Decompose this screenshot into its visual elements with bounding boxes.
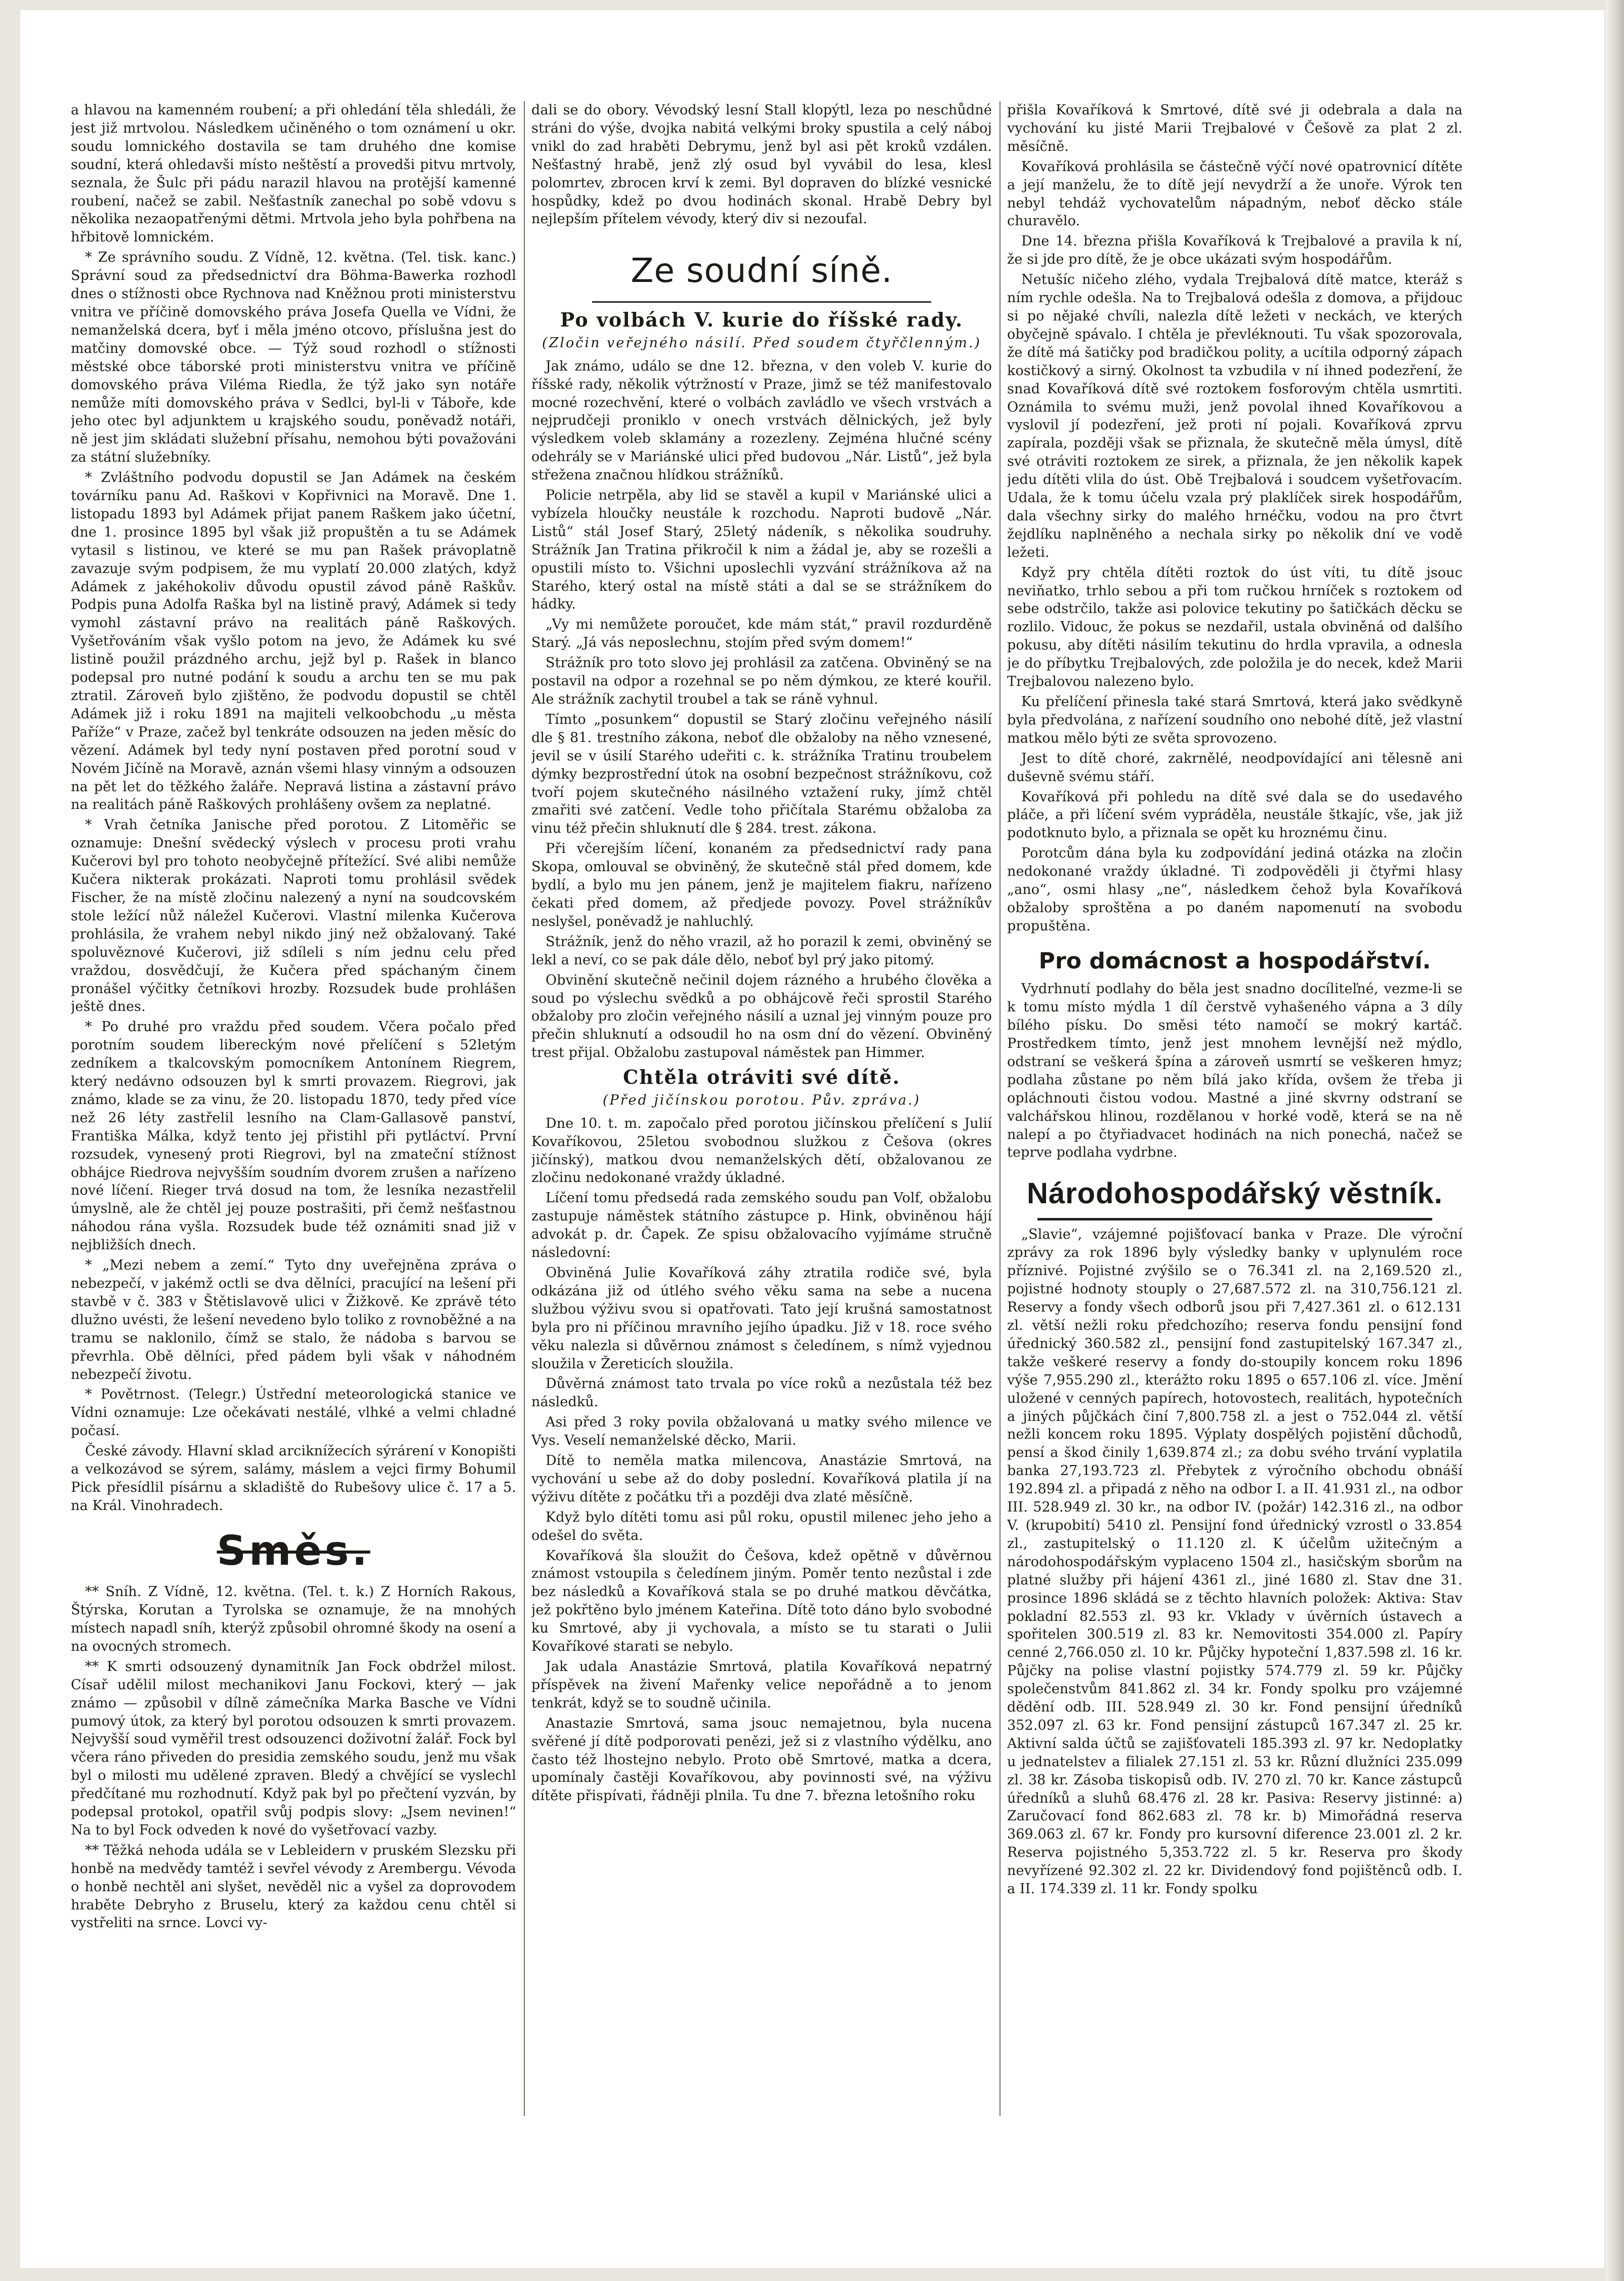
article-paragraph: * „Mezi nebem a zemí.“ Tyto dny uveřejněna zpráva o nebezpečí, v jakémž octli se dva dělníci, pracující na lešení při stavbě v č. 383 v Štětislavově ulici v Žižkově. Ke zprávě této dlužno uvésti, že lešení nevedeno bylo toliko z rovnoběžné a na tramu se naklonilo, čímž se stalo, že nádoba s barvou se převrhla. Obě dělníci, před pádem byli však v náhodném nebezpečí životu. [71,1257,516,1382]
article-subheading: (Zločin veřejného násilí. Před soudem čtyřčlenným.) [542,335,981,351]
article-paragraph: „Slavie“, vzájemné pojišťovací banka v Praze. Dle výroční zprávy za rok 1896 byly výsledky banky v uplynulém roce příznivé. Pojistné zvýšilo se o 76.341 zl. na 2,169.520 zl., pojistné hodnoty stouply o 27,687.572 zl. na 310,756.121 zl. Reservy a fondy všech odborů jsou při 7,427.361 zl. o 612.131 zl. větší nežli roku předchozího; reserva fondu pensijní fond úřednický 360.582 zl., pensijní fond zastupitelský 167.347 zl., takže veškeré reservy a fondy do-stoupily koncem roku 1896 výše 7,955.290 zl., kterážto roku 1895 o 657.106 zl. více. Jmění uložené v cenných papírech, hotovostech, realitách, hypotečních a jiných půjčkách činí 7,800.758 zl. a jest o 752.044 zl. větší nežli koncem roku 1895. Výplaty dospělých pojistění důchodů, pensí a škod činily 1,639.874 zl.; za dobu svého trvání vyplatila banka 27,193.723 zl. Přebytek z výročního obchodu obnáší 192.894 zl. a připadá z něho na odbor I. a II. 41.931 zl., na odbor III. 528.949 zl. 30 kr., na odbor IV. (požár) 142.316 zl., na odbor V. (krupobití) 5410 zl. Pensijní fond úřednický vzrostl o 33.854 zl., zastupitelský o 11.120 zl. K účelům užitečným a národohospodářským vyplaceno 1504 zl., hasičským sborům na platné služby při hájení 4361 zl., jiné 1680 zl. Stav dne 31. prosince 1896 skládá se z těchto hlavních položek: Aktiva: Stav pokladní 82.553 zl. 93 kr. Vklady v úvěrních ústavech a spořitelen 300.519 zl. 83 kr. Nemovitosti 354.000 zl. Papíry cenné 2,766.050 zl. 10 kr. Půjčky hypoteční 1,837.598 zl. 16 kr. Půjčky na polise vlastní pojistky 574.779 zl. 59 kr. Půjčky společenstvům 841.862 zl. 34 kr. Fondy spolku pro vzájemné dědění odb. III. 528.949 zl. 30 kr. Fond pensijní úředníků 352.097 zl. 63 kr. Fond pensijní zástupců 167.347 zl. 25 kr. Aktivní salda účtů se zajišťovateli 185.393 zl. 97 kr. Nedoplatky u jednatelstev a filialek 27.151 zl. 53 kr. Různí dlužníci 235.099 zl. 38 kr. Zásoba tiskopisů odb. IV. 270 zl. 70 kr. Kance zástupců úředníků a sluhů 68.476 zl. 28 kr. Pasiva: Reservy jistinné: a) Zaručovací fond 862.683 zl. 78 kr. b) Mimořádná reserva 369.063 zl. 67 kr. Fondy pro kursovní diference 23.001 zl. 2 kr. Reserva pojistného 5,353.722 zl. 5 kr. Reserva pro škody nevyřízené 92.302 zl. 22 kr. Dividendový fond pojištěnců odb. I. a II. 174.339 zl. 11 kr. Fondy spolku [1007,1227,1463,1897]
article-paragraph: „Vy mi nemůžete poroučet, kde mám stát,“ pravil rozdurděně Starý. „Já vás neposlechnu, stojím před svým domem!“ [531,617,992,651]
article-paragraph: Policie netrpěla, aby lid se stavěl a kupil v Mariánské ulici a vybízela hloučky neustále k rozchodu. Naproti budově „Nár. Listů“ stál Josef Starý, 25letý nádeník, s několika soudruhy. Strážník Jan Tratina přikročil k nim a žádal je, aby se rozešli a opustili místo to. Všichni uposlechli vyzvání strážníkova až na Starého, který ostal na místě státi a dal se se strážníkem do hádky. [531,487,992,613]
column-rule [1000,101,1001,2116]
article-paragraph: ** Těžká nehoda udála se v Lebleidern v pruském Slezsku při honbě na medvědy tamtéž i sevřel vévody z Arembergu. Vévoda o honbě nechtěl ani slyšet, nevěděl nic a vyšel za doprovodem hraběte Debryho z Bruselu, který za každou cenu chtěl si vystřeliti na srnce. Lovci vy- [71,1842,516,1931]
article-paragraph: * Vrah četníka Janische před porotou. Z Litoměřic se oznamuje: Dnešní svědecký výslech v procesu proti vrahu Kučerovi byl pro tohoto neobyčejně přítežící. Své alibi nemůže Kučera nikterak prokázati. Naproti tomu prohlásil svědek Fischer, že na místě zločinu nalezený a nyní na soudcovském stole ležící nůž náležel Kučerovi. Vlastní milenka Kučerova prohlásila, že vrahem nebyl nikdo jiný než obžalovaný. Také spoluvěznové Kučerovi, již sdíleli s ním jednu celu před vraždou, dosvědčují, že Kučera před spáchaným činem pronášel výčitky četníkovi hrozby. Rozsudek bude prohlášen ještě dnes. [71,817,516,1015]
article-paragraph: Anastazie Smrtová, sama jsouc nemajetnou, byla nucena svěřené jí dítě podporovati penězi, jež si z vlastního výdělku, ano často též lhostejno nebylo. Proto obě Smrtové, matka a dcera, upomínaly častěji Kovaříkovou, aby povinnosti své, na výživu dítěte přispívati, řádněji plnila. Tu dne 7. března letošního roku [531,1715,992,1804]
article-paragraph: Dítě to neměla matka milencova, Anastázie Smrtová, na vychování u sebe až do doby poslední. Kovaříková platila jí na výživu dítěte z počátku tři a později dva zlaté měsíčně. [531,1453,992,1505]
article-paragraph: Když bylo dítěti tomu asi půl roku, opustil milenec jeho jeho a odešel do světa. [531,1509,992,1543]
article-paragraph: Jak udala Anastázie Smrtová, platila Kovaříková nepatrný příspěvek na živení Mařenky velice nepořádně a to jenom tenkrát, když se to soudně učinila. [531,1659,992,1711]
article-paragraph: Při včerejším líčení, konaném za předsednictví rady pana Skopa, omlouval se obviněný, že skutečně stál před domem, kde bydlí, a bylo mu jen pánem, jenž je majitelem fiakru, nařízeno čekati před domem, až předjede povozy. Povel strážníkův neslyšel, poněvadž je nahluchlý. [531,841,992,929]
article-paragraph: České závody. Hlavní sklad arciknížecích sýrárení v Konopišti a velkozávod se sýrem, salámy, máslem a vejci firmy Bohumil Pick přesídlil písárnu a skladiště do Rubešovy ulice č. 17 a 5. na Král. Vinohradech. [71,1443,516,1514]
article-paragraph: Důvěrná známost tato trvala po více roků a nezůstala též bez následků. [531,1376,992,1410]
section-divider [592,301,931,303]
article-paragraph: ** Sníh. Z Vídně, 12. května. (Tel. t. k.) Z Horních Rakous, Štýrska, Korutan a Tyrolska se oznamuje, že na mnohých místech napadl sníh, kterýž způsobil ohromné škody na osení a na ovocných stromech. [71,1584,516,1654]
article-paragraph: ** K smrti odsouzený dynamitník Jan Fock obdržel milost. Císař udělil milost mechanikovi Janu Fockovi, který — jak známo — způsobil v dílně zámečníka Marka Basche ve Vídni pumový útok, za který byl porotou odsouzen k smrti provazem. Nejvyšší soud vyměřil trest odsouzenci doživotní žalář. Fock byl včera ráno přiveden do presidia zemského soudu, jenž mu však byl o milosti mu udělené zpraven. Bledý a chvějící se vyslechl předčítané mu rozhodnutí. Když pak byl po přečtení vyzván, by podepsal protokol, opatřil svůj podpis slovy: „Jsem nevinen!“ Na to byl Fock odveden k nové do vyšetřovací vazby. [71,1658,516,1838]
smes-heading: Směs. [217,1527,370,1574]
article-paragraph: Obviněná Julie Kovaříková záhy ztratila rodiče své, byla odkázána již od útlého svého věku sama na sebe a nucena službou výživu svou si opatřovati. Tato její krušná samostatnost byla pro ni příčinou mravního jejího úpadku. Již v 18. roce svého věku nalezla si důvěrnou známost s čeledínem, s nímž vyjednou sloužila v Žereticích sloužila. [531,1265,992,1372]
article-paragraph: Kovaříková prohlásila se částečně výčí nové opatrovnicí dítěte a její manželu, že to dítě její nevydrží a že unoře. Výrok ten nebyl tehdáž vychovatelům nápadným, neboť děcko stále churavělo. [1007,158,1463,229]
article-paragraph: Kovaříková při pohledu na dítě své dala se do usedavého pláče, a při líčení svém vypráděla, neustále štkajíc, vše, jak již podotknuto bylo, a přiznala se opět ku hroznému činu. [1007,789,1463,841]
article-paragraph: Vydrhnutí podlahy do běla jest snadno docíliteľné, vezme-li se k tomu místo mýdla 1 díl čerstvě vyhašeného vápna a 3 díly bílého písku. Do směsi této namočí se mokrý kartáč. Prostředkem tímto, jenž jest mnohem levnější než mýdlo, odstraní se veškerá špína a zároveň usmrtí se veškeren hmyz; podlaha zůstane po něm bílá jako křída, ovšem že třeba ji opláchnouti čistou vodou. Mastné a jiné skvrny odstraní se valchářskou hlinou, rozdělanou v horké vodě, která se na ně nalepí a po čtyřiadvacet hodinách na nich ponechá, načež se teprve podlaha vydrbne. [1007,981,1463,1161]
article-paragraph: Když pry chtěla dítěti roztok do úst víti, tu dítě jsouc neviňatko, trhlo sebou a při tom ručkou hrníček s roztokem od sebe odstrčilo, takže asi polovice tekutiny po šatičkách děcku se rozlilo. Vidouc, že pokus se nezdařil, ustala obviněná od dalšího pokusu, aby dítěti násilím tekutinu do hrdla vpravila, a odnesla je do příbytku Trejbalových, zde položila je do necek, kdež Marii Trejbalovou nalezeno bylo. [1007,564,1463,690]
article-paragraph: Kovaříková šla sloužit do Češova, kdež opětně v důvěrnou známost vstoupila s čeledínem jiným. Poměr tento nezůstal i zde bez následků a Kovaříková stala se po druhé matkou děvčátka, jež pokřtěno bylo jménem Kateřina. Dítě toto dáno bylo svobodné ku Smrtové, aby ji vychovala, a místo se tu starati o Julii Kovaříkové starati se nebylo. [531,1547,992,1655]
article-heading-volby: Po volbách V. kurie do říšské rady. [560,308,964,332]
article-paragraph: Strážník, jenž do něho vrazil, až ho porazil k zemi, obviněný se lekl a neví, co se pak dále dělo, neboť byl prý jako pitomý. [531,933,992,968]
article-paragraph: * Po druhé pro vraždu před soudem. Včera počalo před porotním soudem libereckým nové přelíčení s 52letým zedníkem a tkalcovským pomocníkem Antonínem Riegrem, který nedávno odsouzen byl k smrti provazem. Riegrovi, jak známo, klade se za vinu, že 20. listopadu 1870, tedy před více než 26 léty zastřelil lesního na Clam-Gallasově panství, Františka Málka, když tento jej přistihl při pytláctví. První rozsudek, vynesený proti Riegrovi, byl na zmateční stížnost obhájce Riedrova nejvyšším soudním dvorem zrušen a nařízeno nové líčení. Rieger trvá dosud na tom, že lesníka nezastřelil úmyslně, ale že chtěl jej pouze postrašiti, při čemž nešťastnou náhodou rána vyšla. Rozsudek bude též oznámiti snad již v nejbližších dnech. [71,1019,516,1253]
article-paragraph: a hlavou na kamenném roubení; a při ohledání těla shledáli, že jest již mrtvolou. Následkem učiněného o tom oznámení u okr. soudu lomnického dostavila se tam druhého dne komise soudní, která ohledavši místo neštěstí a provedši pitvu mrtvoly, seznala, že Šulc při pádu narazil hlavou na protější kamenné roubení, načež se zabil. Nešťastník zanechal po sobě vdovu s několika nezaopatřenými dětmi. Mrtvola jeho byla pohřbena na hřbitově lomnickém. [71,102,516,246]
article-paragraph: Jest to dítě choré, zakrnělé, neodpovídající ani tělesně ani duševně svému stáří. [1007,750,1463,785]
article-paragraph: * Zvláštního podvodu dopustil se Jan Adámek na českém továrníku panu Ad. Raškovi v Kopřivnici na Moravě. Dne 1. listopadu 1893 byl Adámek přijat panem Raškem jako účetní, dne 1. prosince 1895 byl však již propuštěn a tu se Adámek vytasil s listinou, ve které se mu pan Rašek právoplatně zavazuje svým podpisem, že mu vyplatí 20.000 zlatých, když Adámek z jakéhokoliv důvodu opustil závod páně Raškův. Podpis puna Adolfa Raška byl na listině pravý, Adámek si tedy vymohl zástavní právo na realitách páně Raškových. Vyšetřováním však vyšlo potom na jevo, že Adámek ku své listině použil prázdného archu, jejž byl p. Rašek in blanco podepsal pro nutné podání k soudu a archu ten se mu pak ztratil. Zároveň bylo zjištěno, že podvodu dopustil se chtěl Adámek již i roku 1891 na majiteli velkoobchodu „u města Paříže“ v Praze, začež byl tenkráte odsouzen na jeden měsíc do vězení. Adámek byl tedy nyní postaven před porotní soud v Novém Jičíně na Moravě, aznán všemi hlasy vinným a odsouzen na pět let do těžkého žaláře. Nepravá listina a zástavní právo na realitách páně Raškových prohlášeny ovšem za neplatné. [71,470,516,813]
article-paragraph: Netušíc ničeho zlého, vydala Trejbalová dítě matce, kteráž s ním rychle odešla. Na to Trejbalová odešla z domova, a přijdouc si po nějaké chvíli, nalezla dítě ležeti v neckách, ve kterých obyčejně spávalo. I chtěla je převléknouti. Tu však spozorovala, že dítě má šatičky pod bradičkou polity, a ucítila odporný zápach kostičkový a sirný. Okolnost ta vzbudila v ní ihned podezření, že snad Kovaříková dítě své roztokem fosforovým chtěla usmrtiti. Oznámila to svému muži, jenž povolal ihned Kovaříkovou a vyslovil jí podezření, jež proti ní pojali. Kovaříková zprvu zapírala, později však se přiznala, že skutečně měla úmysl, dítě své otráviti roztokem ze sirek, a přiznala, že jen několik kapek jedu dítěti vlila do úst. Obě Trejbalová i soudcem vyšetřovacím. Udala, že k tomu účelu vzala prý plaklíček sirek hospodářům, dala všechny sirky do malého hrnéčku, vodou na pro čtvrt žejdlíku naplněného a nechala sirky po několik dní ve vodě ležeti. [1007,272,1463,560]
section-divider [1037,1218,1432,1220]
article-paragraph: dali se do obory. Vévodský lesní Stall klopýtl, leza po neschůdné stráni do výše, dvojka nabitá velkými broky spustila a celý náboj vnikl do zad hraběti Debrymu, jenž byl asi pět kroků vzdálen. Nešťastný hrabě, jenž zlý osud byl vyvábil do lesa, klesl polomrtev, zbrocen krví k zemi. Byl dopraven do blízké vesnické hospůdky, kdež po dvou hodinách skonal. Hrabě Debry byl nejlepším přítelem vévody, který div si nezoufal. [531,102,992,227]
article-paragraph: Ku přelíčení přinesla také stará Smrtová, která jako svědkyně byla předvolána, z nařízení soudního ono nebohé dítě, jež vlastní matkou mělo býti ze světa sprovozeno. [1007,694,1463,746]
section-heading-domacnost: Pro domácnost a hospodářství. [1038,948,1431,974]
column-3 [1007,101,1463,2116]
column-2 [531,101,992,2116]
article-paragraph: Asi před 3 roky povila obžalovaná u matky svého milence ve Vys. Veselí nemanželské děcko, Marii. [531,1414,992,1449]
article-paragraph: Jak známo, událo se dne 12. března, v den voleb V. kurie do říšské rady, několik výtržností v Praze, jimž se též manifestovalo mocné rozechvění, které o volbách zavládlo ve všech vrstvách a nejprudčeji proniklo v onech vrstvách dělnických, jež byly výsledkem voleb sklamány a rozezleny. Zejména hlučné scény odehrály se v Mariánské ulici před budovou „Nár. Listů“, jež byla střežena značnou hlídkou strážníků. [531,358,992,483]
column-rule [524,101,525,2116]
article-paragraph: * Ze správního soudu. Z Vídně, 12. května. (Tel. tisk. kanc.) Správní soud za předsednictví dra Böhma-Bawerka rozhodl dnes o stížnosti obce Rychnova nad Kněžnou proti ministerstvu vnitra ve příčině domovského práva Josefa Quella ve Vídni, že nemanželská dcera, byť i měla jméno otcovo, příslušna jest do matčiny domovské obce. — Týž soud rozhodl o stížnosti městské obce táborské proti ministerstvu vnitra ve příčině domovského práva Viléma Riedla, že týž jako syn notáře nemůže míti domovského práva v Sedlci, byl-li v Táboře, kde jeho otec byl adjunktem u krajského soudu, poněvadž notáři, ně jest jim skládati služební přísahu, nemohou býti považováni za státní služebníky. [71,250,516,466]
section-heading-soudni-sin: Ze soudní síně. [631,251,893,291]
article-paragraph: Líčení tomu předsedá rada zemského soudu pan Volf, obžalobu zastupuje náměstek státního zástupce p. Hink, obviněnou hájí advokát p. dr. Čapek. Ze spisu obžalovacího vyjímáme stručně následovní: [531,1190,992,1261]
newspaper-page [71,101,1538,2116]
article-paragraph: Tímto „posunkem“ dopustil se Starý zločinu veřejného násilí dle § 81. trestního zákona, neboť dle obžaloby na něho vznesené, jevil se v úsilí Starého udeřiti c. k. strážníka Tratinu troubelem dýmky bezprostřední útok na osobní bezpečnost strážníkovu, což tvoří pojem skutečného násilného vztažení ruky, jímž chtěl zmařiti své zatčení. Vedle toho přičítala Starému obžaloba za vinu též přečin shluknutí dle § 284. trest. zákona. [531,711,992,837]
article-heading-otravit: Chtěla otráviti své dítě. [622,1066,900,1089]
article-paragraph: Dne 14. března přišla Kovaříková k Trejbalové a pravila k ní, že si jde pro dítě, že je obce ukázati svým hospodářům. [1007,233,1463,268]
article-paragraph: Porotcům dána byla ku zodpovídání jediná otázka na zločin nedokonané vraždy úkladné. Ti zodpověděli ji čtyřmi hlasy „ano“, osmi hlasy „ne“, následkem čehož byla Kovaříková obžaloby sproštěna a po daném napomenutí na svobodu propuštěna. [1007,845,1463,934]
section-heading-narodohospodarsky: Národohospodářský věstník. [1026,1177,1443,1210]
article-paragraph: Obvinění skutečně nečinil dojem rázného a hrubého člověka a soud po výslechu svědků a po obhájcově řeči sprostil Starého obžaloby pro zločin veřejného násilí a uznal jej vinným pouze pro přečin shluknutí a odsoudil ho na osm dní do vězení. Obviněný trest přijal. Obžalobu zastupoval náměstek pan Himmer. [531,972,992,1061]
page-binding-edge [1606,0,1624,2281]
article-subheading: (Před jičínskou porotou. Pův. zpráva.) [602,1092,921,1108]
article-paragraph: Dne 10. t. m. započalo před porotou jičínskou přelíčení s Julií Kovaříkovou, 25letou svobodnou služkou z Češova (okres jičínský), matkou dvou nemanželských dětí, obžalovanou ze zločinu nedokonané vraždy úkladné. [531,1115,992,1186]
article-paragraph: * Povětrnost. (Telegr.) Ústřední meteorologická stanice ve Vídni oznamuje: Lze očekávati nestálé, vlhké a velmi chladné počasí. [71,1387,516,1439]
article-paragraph: Strážník pro toto slovo jej prohlásil za zatčena. Obviněný se na postavil na odpor a rozehnal se po něm dýmkou, ze které kouřil. Ale strážník zachytil troubel a tak se ráně vyhnul. [531,655,992,708]
article-paragraph: přišla Kovaříková k Smrtové, dítě své ji odebrala a dala na vychování ku jisté Marii Trejbalové v Češově za plat 2 zl. měsíčně. [1007,102,1463,154]
column-1 [71,101,516,2116]
